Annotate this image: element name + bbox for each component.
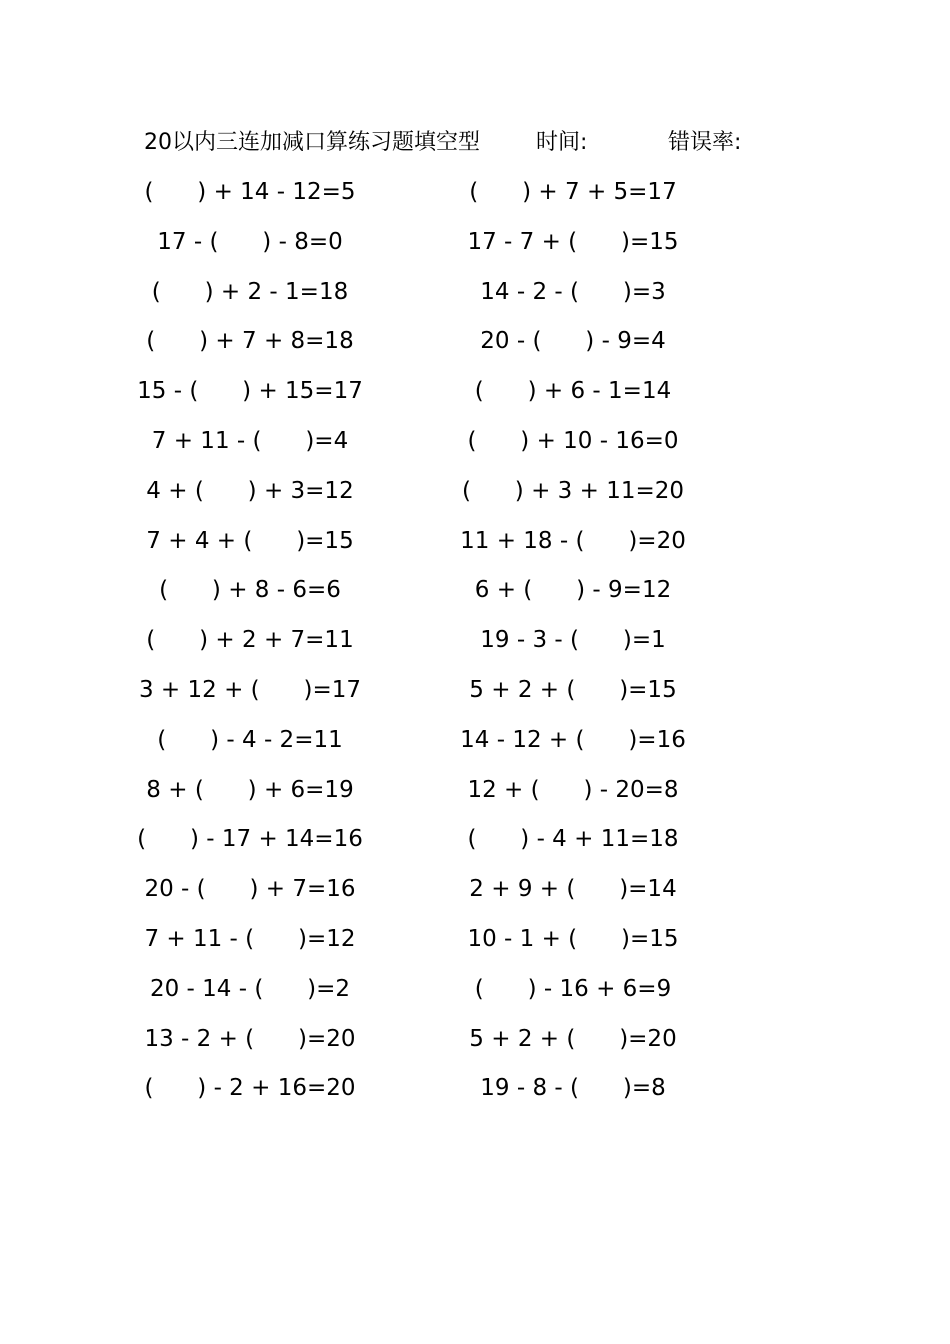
problem-row bbox=[0, 1019, 950, 1069]
problem-right: 11 + 18 - ( )=20 bbox=[460, 527, 686, 554]
problem-right: ( ) + 7 + 5=17 bbox=[469, 179, 677, 205]
problem-row bbox=[0, 770, 950, 820]
problem-right: 10 - 1 + ( )=15 bbox=[467, 925, 679, 952]
problem-right: 12 + ( ) - 20=8 bbox=[467, 776, 679, 803]
problem-row bbox=[0, 819, 950, 869]
problem-right: ( ) + 3 + 11=20 bbox=[461, 477, 685, 504]
problem-left: 7 + 11 - ( )=12 bbox=[144, 925, 356, 952]
problem-row bbox=[0, 620, 950, 670]
problem-left: ( ) + 7 + 8=18 bbox=[146, 328, 354, 355]
problem-row bbox=[0, 471, 950, 521]
problem-row bbox=[0, 670, 950, 720]
problem-row bbox=[0, 1068, 950, 1118]
problem-row bbox=[0, 521, 950, 571]
worksheet-title: 20以内三连加减口算练习题填空型 bbox=[144, 130, 480, 155]
problem-left: 17 - ( ) - 8=0 bbox=[157, 228, 343, 255]
problem-right: ( ) - 16 + 6=9 bbox=[474, 975, 672, 1002]
time-label: 时间: bbox=[536, 130, 588, 155]
problem-right: 20 - ( ) - 9=4 bbox=[480, 328, 666, 355]
problem-row bbox=[0, 222, 950, 272]
problem-left: 3 + 12 + ( )=17 bbox=[138, 676, 362, 703]
worksheet-header bbox=[0, 125, 950, 161]
problem-list bbox=[0, 172, 950, 1118]
problem-right: 5 + 2 + ( )=20 bbox=[469, 1025, 677, 1052]
problem-right: ( ) + 10 - 16=0 bbox=[467, 427, 679, 454]
problem-right: 19 - 3 - ( )=1 bbox=[480, 627, 666, 654]
problem-row bbox=[0, 172, 950, 222]
problem-left: ( ) + 8 - 6=6 bbox=[159, 577, 341, 604]
error-rate-label: 错误率: bbox=[668, 130, 742, 155]
problem-left: 13 - 2 + ( )=20 bbox=[144, 1025, 356, 1052]
problem-left: ( ) - 4 - 2=11 bbox=[157, 726, 343, 753]
problem-left: 20 - ( ) + 7=16 bbox=[144, 876, 356, 903]
problem-row bbox=[0, 272, 950, 322]
problem-right: 2 + 9 + ( )=14 bbox=[469, 876, 677, 903]
problem-left: ( ) + 2 - 1=18 bbox=[151, 278, 349, 305]
problem-row bbox=[0, 570, 950, 620]
problem-left: 4 + ( ) + 3=12 bbox=[146, 477, 354, 504]
problem-right: 6 + ( ) - 9=12 bbox=[474, 577, 672, 604]
problem-right: 14 - 2 - ( )=3 bbox=[480, 278, 666, 305]
problem-row bbox=[0, 919, 950, 969]
problem-left: 20 - 14 - ( )=2 bbox=[149, 975, 351, 1002]
problem-left: 15 - ( ) + 15=17 bbox=[137, 378, 363, 405]
problem-right: ( ) - 4 + 11=18 bbox=[467, 826, 679, 853]
problem-right: 5 + 2 + ( )=15 bbox=[469, 676, 677, 703]
problem-right: 19 - 8 - ( )=8 bbox=[480, 1075, 666, 1102]
problem-row bbox=[0, 720, 950, 770]
problem-left: 7 + 11 - ( )=4 bbox=[151, 427, 349, 454]
problem-row bbox=[0, 969, 950, 1019]
problem-left: 8 + ( ) + 6=19 bbox=[146, 776, 354, 803]
problem-left: ( ) + 2 + 7=11 bbox=[146, 627, 354, 654]
problem-right: 14 - 12 + ( )=16 bbox=[460, 726, 686, 753]
problem-left: 7 + 4 + ( )=15 bbox=[146, 527, 354, 554]
problem-right: ( ) + 6 - 1=14 bbox=[474, 378, 672, 405]
problem-row bbox=[0, 869, 950, 919]
problem-left: ( ) + 14 - 12=5 bbox=[144, 179, 356, 205]
problem-row bbox=[0, 371, 950, 421]
problem-left: ( ) - 17 + 14=16 bbox=[137, 826, 363, 853]
problem-row bbox=[0, 421, 950, 471]
problem-left: ( ) - 2 + 16=20 bbox=[144, 1075, 356, 1102]
problem-right: 17 - 7 + ( )=15 bbox=[467, 228, 679, 255]
problem-row bbox=[0, 321, 950, 371]
